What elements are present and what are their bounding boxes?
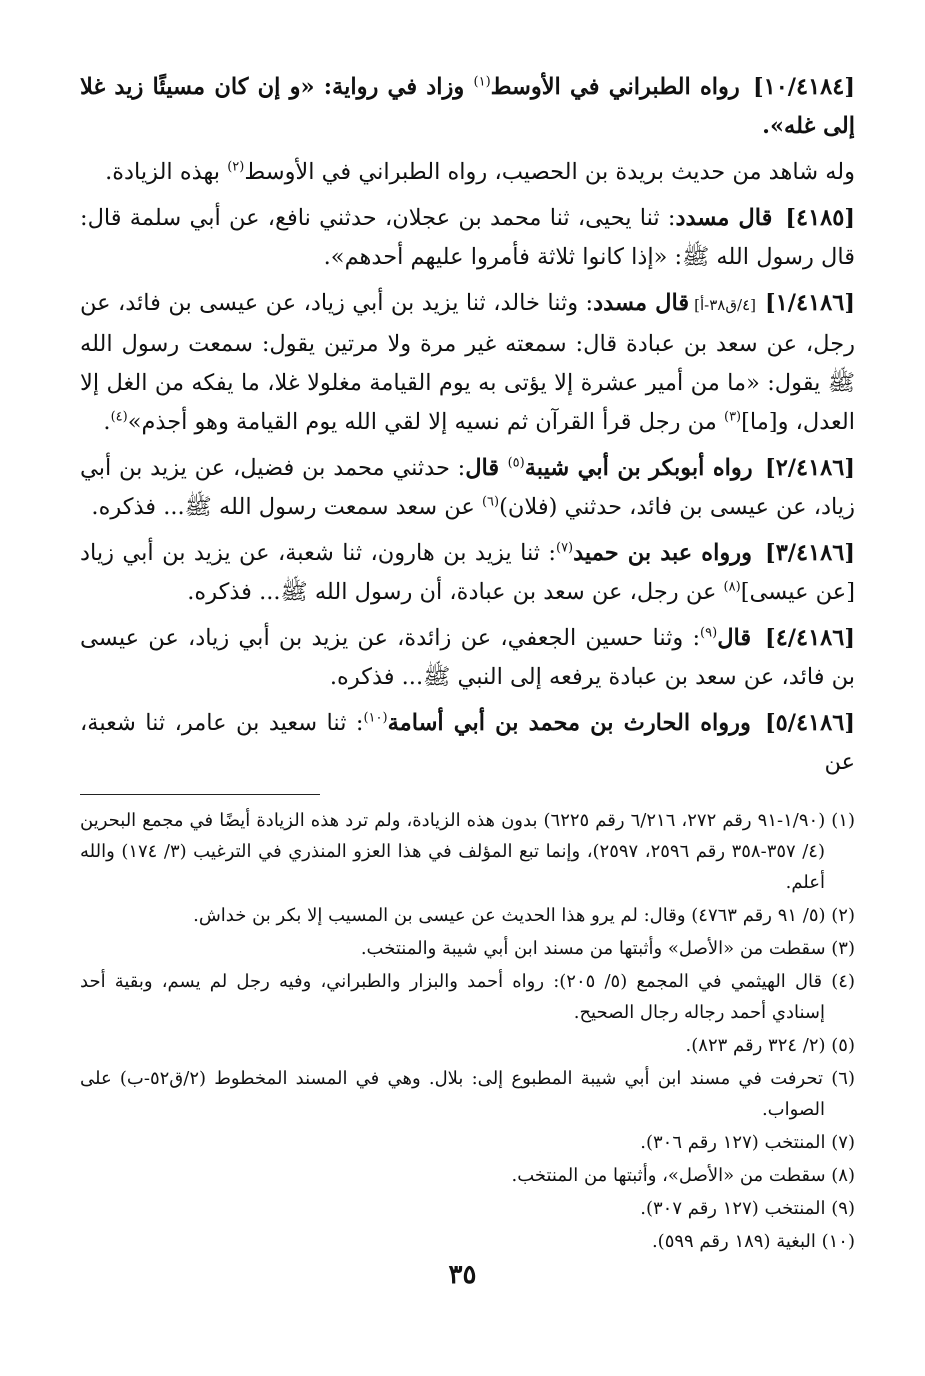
- footnote-marker: (٣): [723, 409, 742, 425]
- hadith-text: : وثنا خالد، ثنا يزيد بن أبي زياد، عن عيسى بن فائد، عن رجل، عن سعد بن عبادة قال: سمعته غير مرة ولا مرتين يقول: سمعت رسول الله ﷺ يقول: «ما من أمير عشرة إلا يؤتى به يوم القيامة مغلولا غلا، ما يفكه من الغل إلا العدل، و[ما]: [80, 290, 855, 435]
- footnotes: [80, 805, 855, 1257]
- footnote-marker: (٢): [227, 159, 245, 175]
- narrator-heading: قال مسدد: [593, 290, 690, 316]
- footnote-marker: (١٠): [363, 710, 388, 726]
- hadith-text: عن سعد سمعت رسول الله ﷺ... فذكره.: [91, 494, 482, 520]
- page-number: ٣٥: [448, 1260, 477, 1290]
- hadith-paragraph: [80, 284, 855, 442]
- commentary-text: وله شاهد من حديث بريدة بن الحصيب، رواه الطبراني في الأوسط: [244, 159, 855, 185]
- hadith-text: وزاد في رواية: «و إن كان مسيئًا زيد غلا إلى غله».: [80, 74, 855, 139]
- hadith-number: [٥/٤١٨٦]: [765, 710, 855, 736]
- narrator-heading: قال مسدد: [675, 205, 782, 231]
- footnote-7: (٧) المنتخب (١٢٧ رقم ٣٠٦).: [640, 1132, 855, 1153]
- hadith-paragraph: [80, 619, 855, 697]
- footnote-1: (١) (١/٩٠-٩١ رقم ٢٧٢، ٦/٢١٦ رقم ٦٢٢٥) بدون هذه الزيادة، ولم ترد هذه الزيادة أيضًا في مجمع البحرين (٤/ ٣٥٧-٣٥٨ رقم ٢٥٩٦، ٢٥٩٧)، وإنما تبع المؤلف في هذا العزو المنذري في الترغيب (٣/ ١٧٤) والله أعلم.: [80, 810, 855, 893]
- footnote-separator: [80, 794, 320, 795]
- hadith-paragraph: [80, 199, 855, 277]
- footnote-marker: (٧): [555, 540, 574, 556]
- footnote-marker: (٤): [110, 409, 128, 425]
- hadith-paragraph: [80, 534, 855, 612]
- footnote-marker: (٨): [723, 579, 741, 595]
- hadith-number: [١/٤١٨٦]: [765, 290, 855, 316]
- hadith-text: عن رجل، عن سعد بن عبادة، أن رسول الله ﷺ... فذكره.: [187, 579, 724, 605]
- hadith-number: [٤١٨٥]: [785, 205, 855, 231]
- narrator-heading: رواه أبوبكر بن أبي شيبة: [524, 455, 762, 481]
- footnote-marker: (٦): [481, 494, 500, 510]
- narrator-heading: قال: [717, 625, 762, 651]
- hadith-number: [٢/٤١٨٦]: [765, 455, 855, 481]
- hadith-text: : ثنا يزيد بن هارون، ثنا شعبة، عن يزيد بن أبي زياد [عن عيسى]: [80, 540, 855, 605]
- hadith-text: : وثنا حسين الجعفي، عن زائدة، عن يزيد بن أبي زياد، عن عيسى بن فائد، عن سعد بن عبادة يرفعه إلى النبي ﷺ... فذكره.: [80, 625, 855, 690]
- footnote-6: (٦) تحرفت في مسند ابن أبي شيبة المطبوع إلى: بلال. وهي في المسند المخطوط (٢/ق٥٢-ب) على الصواب.: [80, 1068, 855, 1120]
- hadith-paragraph: [80, 704, 855, 782]
- hadith-number: [٣/٤١٨٦]: [765, 540, 855, 566]
- hadith-number: [١٠/٤١٨٤]: [752, 74, 855, 100]
- commentary-text: بهذه الزيادة.: [105, 159, 228, 185]
- hadith-paragraph: [80, 449, 855, 527]
- footnote-8: (٨) سقطت من «الأصل»، وأثبتها من المنتخب.: [511, 1165, 855, 1186]
- footnote-10: (١٠) البغية (١٨٩ رقم ٥٩٩).: [651, 1231, 855, 1252]
- hadith-text: : ثنا سعيد بن عامر، ثنا شعبة، عن: [80, 710, 855, 775]
- footnote-9: (٩) المنتخب (١٢٧ رقم ٣٠٧).: [640, 1198, 855, 1219]
- narrator-heading: رواه الطبراني في الأوسط: [490, 74, 749, 100]
- footnote-marker: (٩): [700, 625, 718, 641]
- footnote-marker: (٥): [507, 455, 525, 471]
- manuscript-folio: [٤/ق٣٨-أ]: [689, 296, 762, 314]
- hadith-paragraph: [80, 68, 855, 146]
- hadith-text: : ثنا يحيى، ثنا محمد بن عجلان، حدثني نافع، عن أبي سلمة قال: قال رسول الله ﷺ: «إذا كانوا ثلاثة فأمروا عليهم أحدهم».: [80, 205, 855, 270]
- narrator-heading: ورواه عبد بن حميد: [573, 540, 762, 566]
- footnote-4: (٤) قال الهيثمي في المجمع (٥/ ٢٠٥): رواه أحمد والبزار والطبراني، وفيه رجل لم يسم، وبقية أحد إسنادي أحمد رجاله رجال الصحيح.: [80, 971, 855, 1023]
- commentary-paragraph: [80, 153, 855, 192]
- narrator-heading: ورواه الحارث بن محمد بن أبي أسامة: [387, 710, 762, 736]
- footnote-marker: (١): [473, 74, 491, 90]
- footnote-3: (٣) سقطت من «الأصل» وأثبتها من مسند ابن أبي شيبة والمنتخب.: [360, 938, 855, 959]
- hadith-text: من رجل قرأ القرآن ثم نسيه إلا لقي الله يوم القيامة وهو أجذم»: [127, 409, 724, 435]
- narrator-heading: قال: [465, 455, 508, 481]
- footnote-5: (٥) (٢/ ٣٢٤ رقم ٨٢٣).: [685, 1035, 855, 1056]
- hadith-number: [٤/٤١٨٦]: [765, 625, 855, 651]
- hadith-text: .: [103, 409, 111, 435]
- footnote-2: (٢) (٥/ ٩١ رقم ٤٧٦٣) وقال: لم يرو هذا الحديث عن عيسى بن المسيب إلا بكر بن خداش.: [193, 905, 855, 926]
- hadith-text: : حدثني محمد بن فضيل، عن يزيد بن أبي زياد، عن عيسى بن فائد، حدثني (فلان): [80, 455, 855, 520]
